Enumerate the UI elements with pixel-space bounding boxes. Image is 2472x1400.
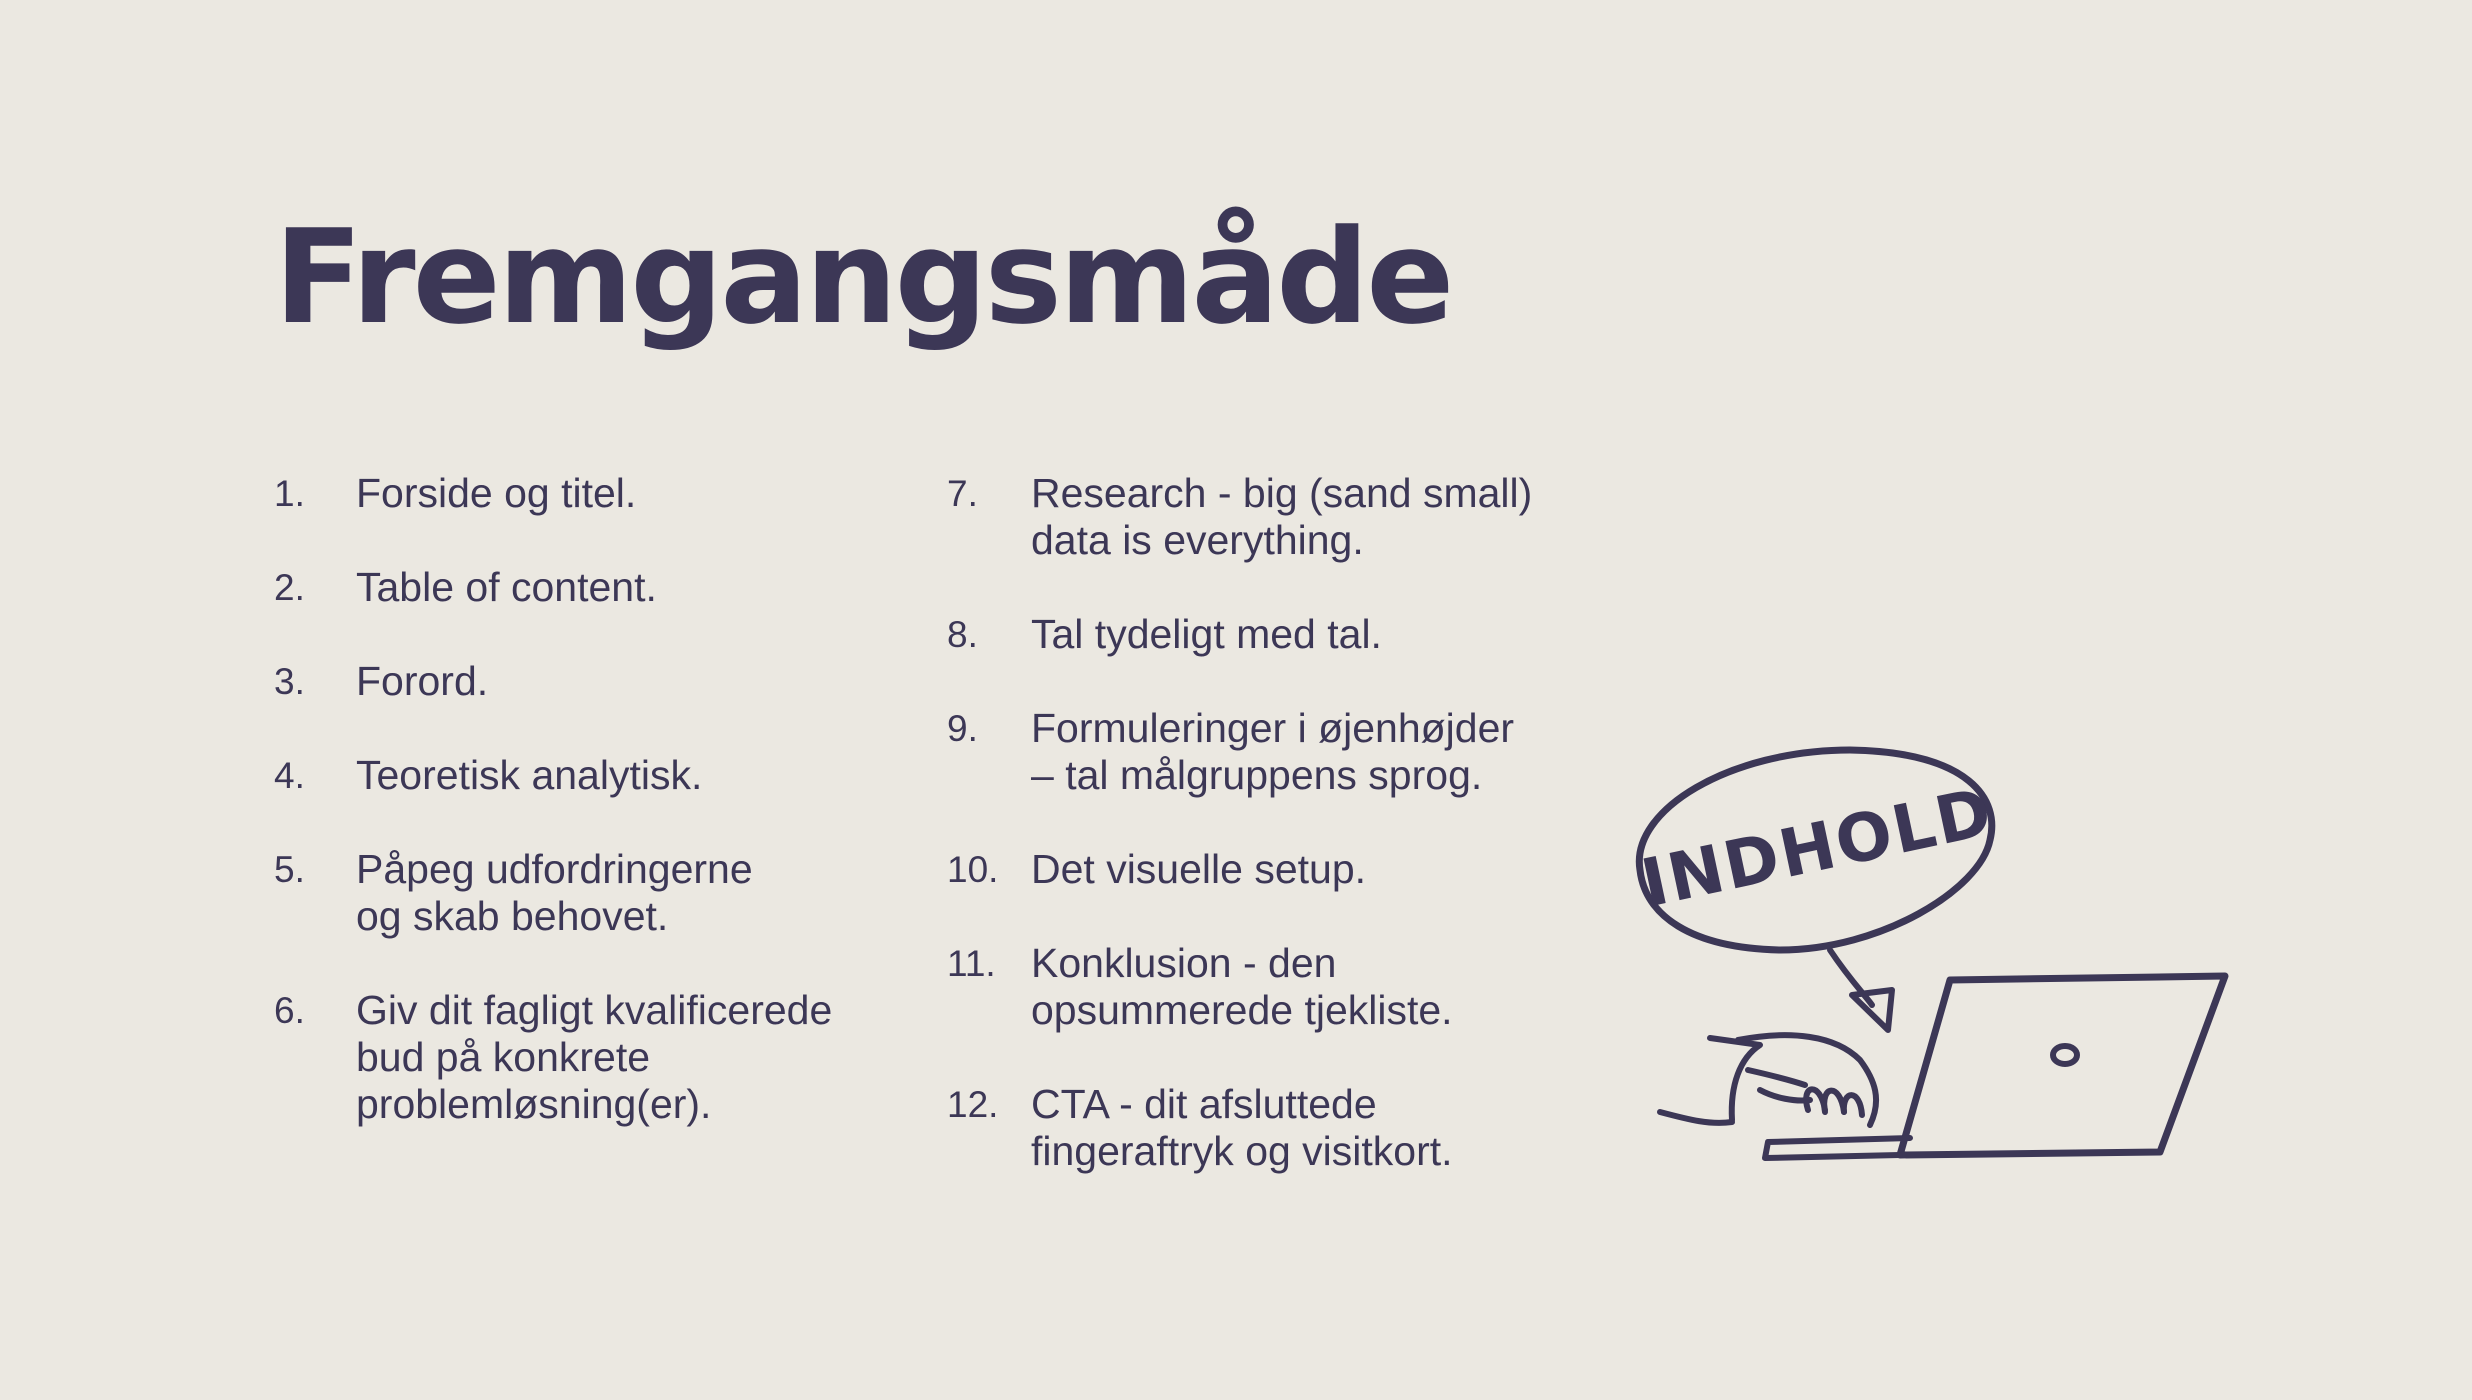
steps-list-right — [947, 470, 1627, 1222]
speech-bubble — [1635, 750, 2000, 950]
list-item — [947, 470, 1627, 564]
list-item-text: Research - big (sand small) data is everything. — [1031, 470, 1533, 563]
list-item-text: Table of content. — [356, 564, 657, 610]
list-item-text: Konklusion - den opsummerede tjekliste. — [1031, 940, 1453, 1033]
list-item-number: 11. — [947, 943, 996, 984]
list-item-text: CTA - dit afsluttede fingeraftryk og visitkort. — [1031, 1081, 1453, 1174]
steps-list-left — [274, 470, 914, 1175]
list-item — [947, 1081, 1627, 1175]
bubble-text: INDHOLD — [1634, 773, 2000, 923]
list-item — [947, 705, 1627, 799]
list-item — [947, 846, 1627, 893]
list-item-number: 4. — [274, 755, 305, 796]
list-item — [274, 752, 914, 799]
arrow-icon — [1830, 950, 1892, 1030]
list-item — [274, 987, 914, 1128]
list-item-text: Påpeg udfordringerne og skab behovet. — [356, 846, 753, 939]
list-item-text: Forord. — [356, 658, 489, 704]
list-item — [947, 940, 1627, 1034]
list-item-number: 9. — [947, 708, 978, 749]
list-item-text: Forside og titel. — [356, 470, 637, 516]
list-item-number: 6. — [274, 990, 305, 1031]
laptop-typing-illustration — [1620, 740, 2240, 1190]
list-item-number: 2. — [274, 567, 305, 608]
list-item-text: Teoretisk analytisk. — [356, 752, 703, 798]
list-item-text: Giv dit fagligt kvalificerede bud på konkrete problemløsning(er). — [356, 987, 833, 1127]
list-item-number: 5. — [274, 849, 305, 890]
list-item-text: Det visuelle setup. — [1031, 846, 1367, 892]
list-item — [274, 470, 914, 517]
list-item-text: Formuleringer i øjenhøjder – tal målgruppens sprog. — [1031, 705, 1515, 798]
hand-icon — [1660, 1035, 1876, 1125]
laptop-icon — [1765, 976, 2225, 1158]
list-item — [274, 564, 914, 611]
list-item-text: Tal tydeligt med tal. — [1031, 611, 1382, 657]
list-item — [274, 658, 914, 705]
list-item-number: 1. — [274, 473, 305, 514]
list-item — [947, 611, 1627, 658]
page-title: Fremgangsmåde — [274, 201, 1452, 353]
list-item-number: 3. — [274, 661, 305, 702]
list-item-number: 12. — [947, 1084, 999, 1125]
list-item-number: 7. — [947, 473, 978, 514]
list-item-number: 8. — [947, 614, 978, 655]
list-item-number: 10. — [947, 849, 999, 890]
list-item — [274, 846, 914, 940]
